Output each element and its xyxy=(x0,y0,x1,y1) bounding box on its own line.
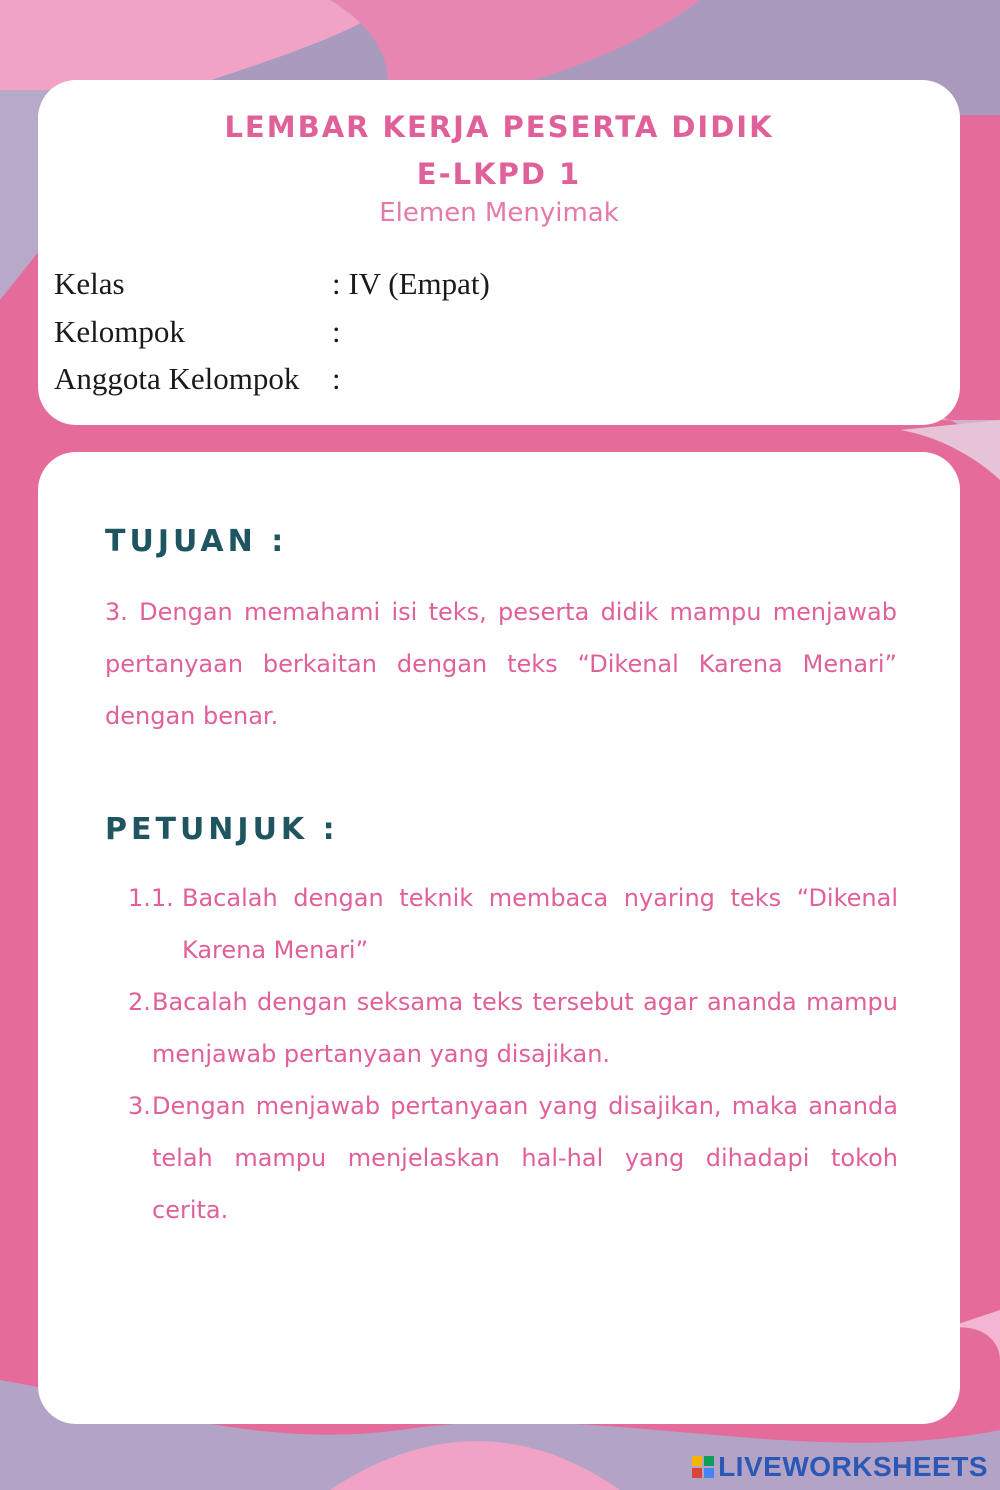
info-row-kelompok xyxy=(54,314,341,350)
step-text: Dengan menjawab pertanyaan yang disajikan, maka ananda telah mampu menjelaskan hal-hal yang dihadapi tokoh cerita. xyxy=(152,1092,898,1224)
content-card xyxy=(38,452,960,1424)
info-value: : IV (Empat) xyxy=(332,266,490,301)
info-label: Kelas xyxy=(54,266,125,301)
petunjuk-step xyxy=(128,976,898,1080)
step-number: 1.1. xyxy=(128,884,174,912)
liveworksheets-logo-icon xyxy=(692,1456,714,1478)
worksheet-code: E-LKPD 1 xyxy=(416,157,582,191)
header-card xyxy=(38,80,960,425)
info-label: Kelompok xyxy=(54,314,185,349)
tujuan-text: 3. Dengan memahami isi teks, peserta didik mampu menjawab pertanyaan berkaitan dengan teks “Dikenal Karena Menari” dengan benar. xyxy=(105,598,897,730)
info-label: Anggota Kelompok xyxy=(54,361,300,396)
worksheet-title: LEMBAR KERJA PESERTA DIDIK xyxy=(224,110,774,144)
petunjuk-step xyxy=(128,1080,898,1236)
worksheet-subtitle: Elemen Menyimak xyxy=(379,198,619,228)
tujuan-heading: TUJUAN : xyxy=(105,524,288,559)
petunjuk-heading: PETUNJUK : xyxy=(105,812,339,847)
step-number: 3. xyxy=(128,1092,151,1120)
info-row-anggota xyxy=(54,361,341,397)
liveworksheets-watermark[interactable] xyxy=(692,1450,988,1484)
info-value: : xyxy=(332,314,341,349)
info-row-kelas xyxy=(54,266,490,302)
info-value: : xyxy=(332,361,341,396)
watermark-text: LIVEWORKSHEETS xyxy=(718,1451,988,1482)
step-text: Bacalah dengan teknik membaca nyaring teks “Dikenal Karena Menari” xyxy=(182,884,898,964)
step-text: Bacalah dengan seksama teks tersebut agar ananda mampu menjawab pertanyaan yang disajikan. xyxy=(152,988,898,1068)
petunjuk-step xyxy=(128,872,898,976)
petunjuk-list xyxy=(128,872,898,1236)
step-number: 2. xyxy=(128,988,151,1016)
